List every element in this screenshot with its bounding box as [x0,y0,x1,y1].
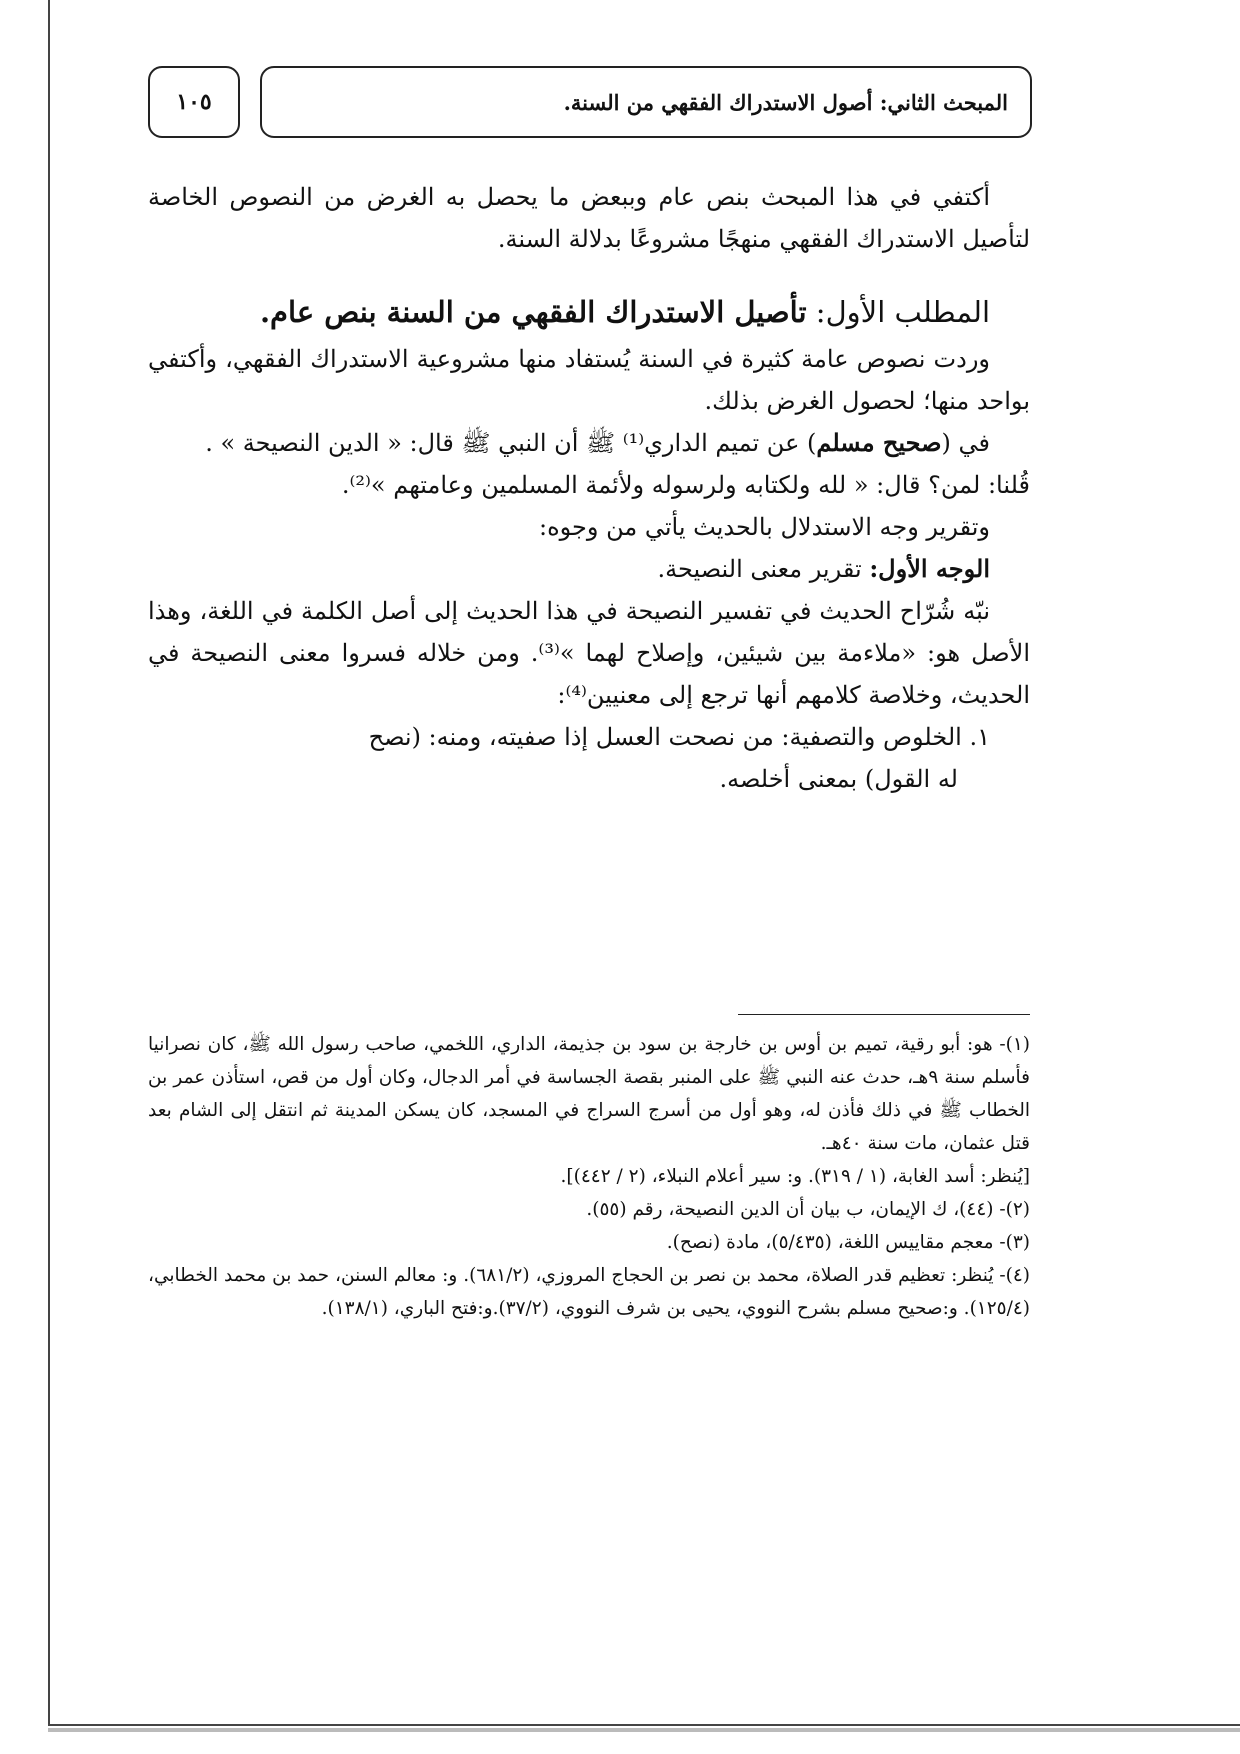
hadith-line-2: قُلنا: لمن؟ قال: « لله ولكتابه ولرسوله ولأئمة المسلمين وعامتهم »⁽²⁾. [341,471,1030,499]
hadith-prefix: في ( [941,429,990,457]
footnote-3: (٣)- معجم مقاييس اللغة، (٥/٤٣٥)، مادة (نصح). [666,1232,1030,1253]
footnote-1-reference: [يُنظر: أسد الغابة، (١ / ٣١٩). و: سير أعلام النبلاء، (٢ / ٤٤٢)]. [560,1166,1030,1187]
hadith-source: صحيح مسلم [816,428,942,457]
page-frame-shadow [48,1728,1240,1732]
footnote-separator [738,1014,1030,1015]
section-heading-lead: المطلب الأول: [806,295,990,329]
footnote-4: (٤)- يُنظر: تعظيم قدر الصلاة، محمد بن نصر بن الحجاج المروزي، (٦٨١/٢). و: معالم السنن، حمد بن محمد الخطابي، (١٢٥/٤). و:صحيح مسلم بشرح النووي، يحيى بن شرف النووي، (٣٧/٢).و:فتح الباري، (١٣٨/١). [148,1265,1030,1319]
section-heading-main: تأصيل الاستدراك الفقهي من السنة بنص عام. [259,295,807,329]
main-text [148,176,1030,800]
footnote-1: (١)- هو: أبو رقية، تميم بن أوس بن خارجة بن سود بن جذيمة، الداري، اللخمي، صاحب رسول الله ﷺ، كان نصرانيا فأسلم سنة ٩هـ، حدث عنه النبي ﷺ على المنبر بقصة الجساسة في أمر الدجال، وكان أول من قص، استأذن عمر بن الخطاب ﷺ في ذلك فأذن له، وهو أول من أسرج السراج في المسجد، كان يسكن المدينة ثم انتقل إلى الشام بعد قتل عثمان، مات سنة ٤٠هـ. [148,1034,1030,1154]
list-item-1-continued: له القول) بمعنى أخلصه. [719,765,958,793]
hadith-line-1 [148,422,1030,464]
paragraph-shurrah: نبّه شُرّاح الحديث في تفسير النصيحة في هذا الحديث إلى أصل الكلمة في اللغة، وهذا الأصل هو: «ملاءمة بين شيئين، وإصلاح لهما »⁽³⁾. ومن خلاله فسروا معنى النصيحة في الحديث، وخلاصة كلامهم أنها ترجع إلى معنيين⁽⁴⁾: [148,597,1031,709]
running-title: المبحث الثاني: أصول الاستدراك الفقهي من السنة. [260,66,1032,138]
footnotes [148,1028,1030,1325]
wajh-line [148,548,1030,590]
section-heading [148,286,1030,338]
wajh-label: الوجه الأول: [869,554,990,583]
list-item-1: ١. الخلوص والتصفية: من نصحت العسل إذا صفيته، ومنه: (نصح [368,723,990,751]
page-number: ١٠٥ [148,66,240,138]
paragraph-nusus: وردت نصوص عامة كثيرة في السنة يُستفاد منها مشروعية الاستدراك الفقهي، وأكتفي بواحد منها؛ لحصول الغرض بذلك. [148,345,1030,415]
page-header [148,66,1032,138]
hadith-text: ) عن تميم الداري⁽¹⁾ ﷺ أن النبي ﷺ قال: « الدين النصيحة » . [205,429,817,457]
taqrir-line: وتقرير وجه الاستدلال بالحديث يأتي من وجوه: [539,513,990,541]
intro-paragraph: أكتفي في هذا المبحث بنص عام وببعض ما يحصل به الغرض من النصوص الخاصة لتأصيل الاستدراك الفقهي منهجًا مشروعًا بدلالة السنة. [148,183,1030,253]
wajh-text: تقرير معنى النصيحة. [657,555,870,583]
footnote-2: (٢)- (٤٤)، ك الإيمان، ب بيان أن الدين النصيحة، رقم (٥٥). [586,1199,1030,1220]
